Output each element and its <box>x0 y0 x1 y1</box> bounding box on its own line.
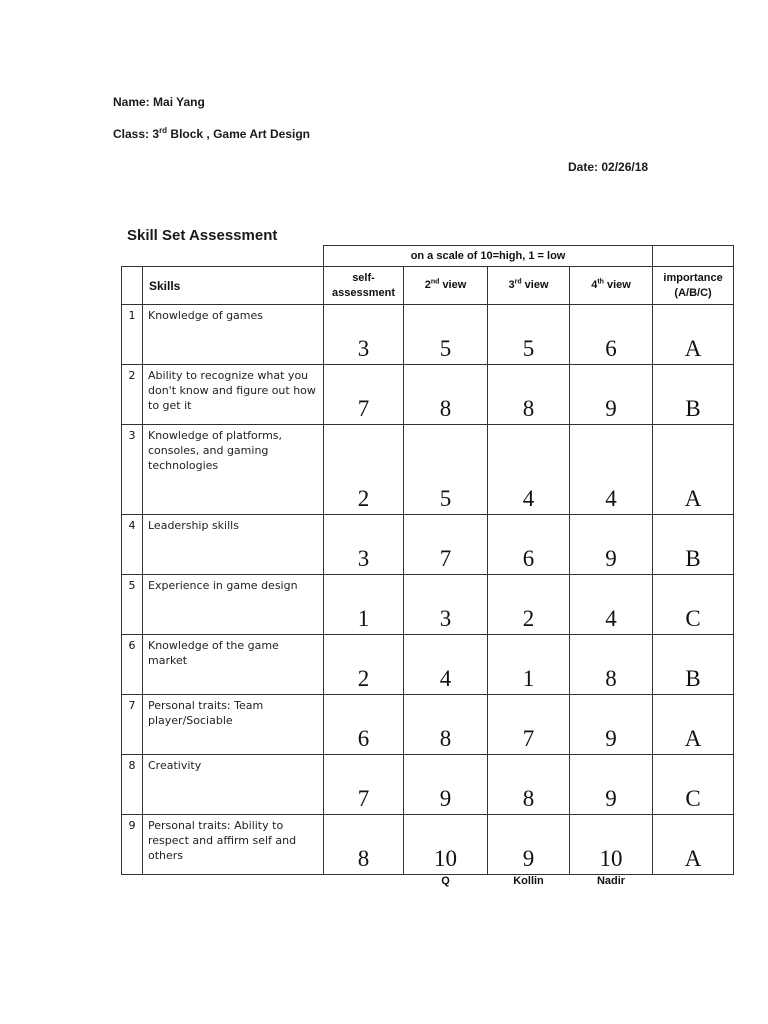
row-number: 9 <box>122 815 143 875</box>
view2-rest: view <box>442 279 467 291</box>
class-line <box>113 127 310 141</box>
row-number: 2 <box>122 365 143 425</box>
view3-score: 9 <box>488 815 570 875</box>
view2-score: 5 <box>404 425 488 515</box>
view4-rest: view <box>606 279 631 291</box>
view4-score: 10 <box>570 815 653 875</box>
importance-header: importance (A/B/C) <box>653 267 734 305</box>
skill-name: Knowledge of the game market <box>143 635 324 695</box>
class-number: 3 <box>152 127 160 141</box>
view2-score: 4 <box>404 635 488 695</box>
view2-score: 9 <box>404 755 488 815</box>
view3-score: 4 <box>488 425 570 515</box>
rater-name: Nadir <box>596 875 626 887</box>
skill-name: Personal traits: Ability to respect and affirm self and others <box>143 815 324 875</box>
blank-cell <box>324 875 404 893</box>
view3-rest: view <box>524 279 549 291</box>
view4-score: 4 <box>570 425 653 515</box>
self-score: 6 <box>324 695 404 755</box>
self-assessment-header: self-assessment <box>324 267 404 305</box>
row-number: 4 <box>122 515 143 575</box>
importance-grade: A <box>653 425 734 515</box>
view2-sup: nd <box>430 278 440 286</box>
view3-score: 7 <box>488 695 570 755</box>
view4-header <box>570 267 653 305</box>
self-score: 7 <box>324 755 404 815</box>
view2-score: 7 <box>404 515 488 575</box>
view3-header <box>488 267 570 305</box>
skill-name: Ability to recognize what you don't know and figure out how to get it <box>143 365 324 425</box>
self-score: 7 <box>324 365 404 425</box>
view2-score: 3 <box>404 575 488 635</box>
blank-cell <box>122 875 143 893</box>
importance-grade: A <box>653 695 734 755</box>
blank-cell <box>653 246 734 267</box>
importance-grade: C <box>653 755 734 815</box>
class-ordinal: rd <box>159 126 168 135</box>
self-score: 3 <box>324 515 404 575</box>
rater-name: Q <box>441 875 450 887</box>
skill-name: Knowledge of games <box>143 305 324 365</box>
table-row <box>122 515 734 575</box>
self-score: 1 <box>324 575 404 635</box>
view3-score: 6 <box>488 515 570 575</box>
view2-score: 8 <box>404 695 488 755</box>
view3-score: 1 <box>488 635 570 695</box>
skills-header: Skills <box>143 267 324 305</box>
view2-header <box>404 267 488 305</box>
table-row <box>122 365 734 425</box>
view4-score: 4 <box>570 575 653 635</box>
scale-caption: on a scale of 10=high, 1 = low <box>324 246 653 267</box>
row-number: 3 <box>122 425 143 515</box>
skill-name: Creativity <box>143 755 324 815</box>
number-header <box>122 267 143 305</box>
self-score: 2 <box>324 635 404 695</box>
view3-score: 8 <box>488 755 570 815</box>
view4-score: 8 <box>570 635 653 695</box>
date-value: 02/26/18 <box>601 160 649 174</box>
view3-score: 2 <box>488 575 570 635</box>
view2-score: 8 <box>404 365 488 425</box>
date-line <box>568 160 648 174</box>
skill-name: Personal traits: Team player/Sociable <box>143 695 324 755</box>
view2-num: 2 <box>424 279 431 291</box>
blank-cell <box>122 246 143 267</box>
view4-score: 9 <box>570 695 653 755</box>
importance-grade: B <box>653 365 734 425</box>
view2-score: 5 <box>404 305 488 365</box>
skill-assessment-table <box>121 245 734 893</box>
self-score: 3 <box>324 305 404 365</box>
row-number: 1 <box>122 305 143 365</box>
rater-name: Kollin <box>513 875 544 887</box>
row-number: 7 <box>122 695 143 755</box>
name-value: Mai Yang <box>153 95 205 109</box>
view3-num: 3 <box>508 279 515 291</box>
blank-cell <box>143 246 324 267</box>
view3-score: 5 <box>488 305 570 365</box>
table-row <box>122 635 734 695</box>
skill-name: Experience in game design <box>143 575 324 635</box>
importance-grade: B <box>653 515 734 575</box>
self-score: 8 <box>324 815 404 875</box>
importance-grade: A <box>653 305 734 365</box>
view4-score: 6 <box>570 305 653 365</box>
row-number: 5 <box>122 575 143 635</box>
name-label: Name: <box>113 95 150 109</box>
view2-score: 10 <box>404 815 488 875</box>
name-line <box>113 95 205 109</box>
table-row <box>122 815 734 875</box>
importance-grade: B <box>653 635 734 695</box>
importance-grade: C <box>653 575 734 635</box>
view3-score: 8 <box>488 365 570 425</box>
view4-score: 9 <box>570 755 653 815</box>
view4-score: 9 <box>570 365 653 425</box>
view4-num: 4 <box>591 279 598 291</box>
date-label: Date: <box>568 160 599 174</box>
importance-grade: A <box>653 815 734 875</box>
table-row <box>122 755 734 815</box>
skill-name: Knowledge of platforms, consoles, and gaming technologies <box>143 425 324 515</box>
skill-name: Leadership skills <box>143 515 324 575</box>
class-value: Block , Game Art Design <box>170 127 310 141</box>
table-row <box>122 425 734 515</box>
blank-cell <box>653 875 734 893</box>
table-row <box>122 695 734 755</box>
table-row <box>122 305 734 365</box>
self-score: 2 <box>324 425 404 515</box>
blank-cell <box>143 875 324 893</box>
view3-sup: rd <box>514 278 522 286</box>
class-label: Class: <box>113 127 150 141</box>
table-row <box>122 575 734 635</box>
page-title: Skill Set Assessment <box>127 227 278 244</box>
view4-score: 9 <box>570 515 653 575</box>
row-number: 6 <box>122 635 143 695</box>
row-number: 8 <box>122 755 143 815</box>
view4-sup: th <box>597 278 604 286</box>
